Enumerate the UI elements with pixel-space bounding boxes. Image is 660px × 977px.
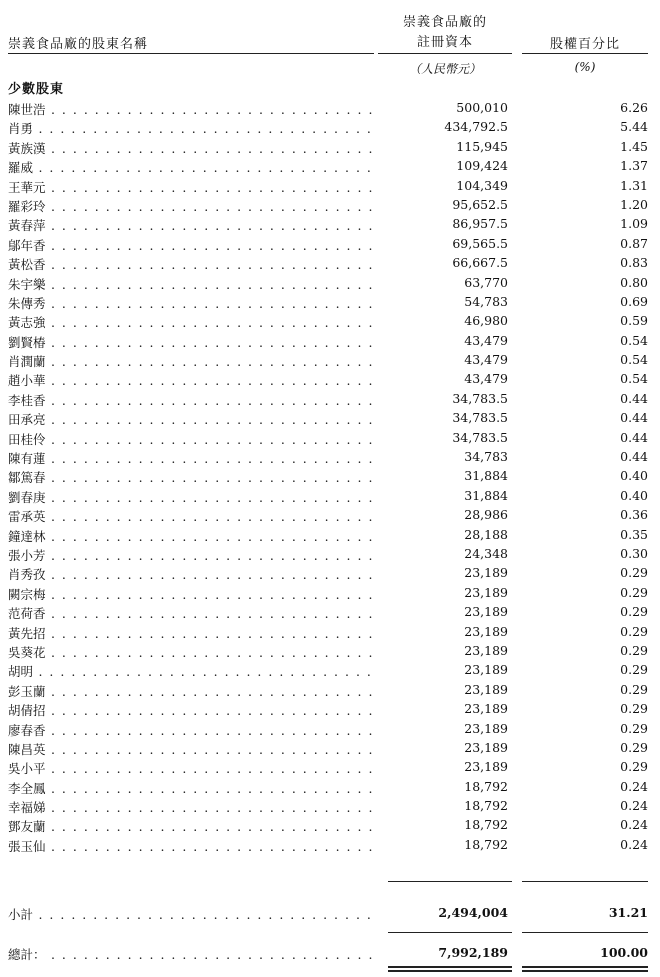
shareholder-capital: 43,479 [464, 371, 508, 387]
table-row [0, 526, 660, 545]
shareholder-name: 肖潤蘭 . . . [8, 352, 378, 370]
shareholder-pct: 0.29 [620, 720, 648, 736]
shareholder-pct: 0.83 [620, 255, 648, 271]
table-row [0, 215, 660, 234]
shareholder-capital: 23,189 [464, 565, 508, 581]
shareholder-pct: 0.24 [620, 836, 648, 852]
section-title: 少數股東 [8, 82, 65, 97]
shareholder-name: 劉賢椿 . . . [8, 333, 378, 351]
total-rule-capital-top [388, 932, 512, 933]
shareholder-capital: 63,770 [464, 274, 508, 290]
shareholder-name: 幸福娣 . . . [8, 798, 378, 816]
shareholder-capital: 18,792 [464, 817, 508, 833]
table-row [0, 661, 660, 680]
shareholder-name: 田桂伶 . . . [8, 430, 378, 448]
table-row [0, 700, 660, 719]
shareholder-name: 張小芳 . . . [8, 546, 378, 564]
subtotal-label: 小計 . . . [8, 905, 378, 923]
total-pct: 100.00 [600, 945, 648, 960]
shareholder-capital: 104,349 [456, 177, 508, 193]
shareholder-pct: 0.29 [620, 701, 648, 717]
table-row [0, 681, 660, 700]
table-row [0, 429, 660, 448]
table-row [0, 254, 660, 273]
shareholder-capital: 23,189 [464, 701, 508, 717]
capital-unit-label: （人民幣元） [408, 62, 481, 76]
shareholder-capital: 28,986 [464, 507, 508, 523]
shareholder-name: 陳有蓮 . . . [8, 449, 378, 467]
shareholder-capital: 31,884 [464, 487, 508, 503]
table-row [0, 584, 660, 603]
header-capital-line1: 崇義食品廠的 [402, 15, 487, 30]
shareholder-capital: 31,884 [464, 468, 508, 484]
table-row [0, 797, 660, 816]
shareholder-name: 羅彩玲 . . . [8, 197, 378, 215]
shareholder-pct: 0.44 [620, 410, 648, 426]
shareholder-capital: 23,189 [464, 623, 508, 639]
shareholder-name: 李全鳳 . . . [8, 779, 378, 797]
shareholder-pct: 0.54 [620, 352, 648, 368]
total-capital: 7,992,189 [438, 945, 508, 960]
total-double-rule-pct-2 [522, 970, 648, 972]
table-row [0, 642, 660, 661]
shareholder-name: 黃族漢 . . . [8, 139, 378, 157]
table-row [0, 99, 660, 118]
shareholder-pct: 0.29 [620, 759, 648, 775]
shareholder-pct: 0.80 [620, 274, 648, 290]
shareholder-capital: 86,957.5 [452, 216, 508, 232]
shareholder-capital: 24,348 [464, 545, 508, 561]
shareholder-capital: 95,652.5 [452, 196, 508, 212]
shareholder-name: 雷承英 . . . [8, 507, 378, 525]
table-row [0, 448, 660, 467]
shareholder-capital: 34,783.5 [452, 390, 508, 406]
shareholder-pct: 0.29 [620, 681, 648, 697]
shareholder-capital: 500,010 [456, 100, 508, 115]
shareholder-pct: 1.37 [620, 158, 648, 174]
shareholder-pct: 0.36 [620, 507, 648, 523]
shareholder-capital: 115,945 [456, 138, 508, 154]
shareholder-pct: 0.54 [620, 371, 648, 387]
total-double-rule-capital-1 [388, 966, 512, 968]
header-name-column: 崇義食品廠的股東名稱 [8, 37, 149, 52]
shareholder-pct: 0.29 [620, 604, 648, 620]
shareholder-name: 陳世浩 . . . [8, 100, 378, 118]
shareholder-pct: 0.30 [620, 545, 648, 561]
shareholder-capital: 23,189 [464, 604, 508, 620]
shareholder-pct: 0.29 [620, 739, 648, 755]
table-row [0, 351, 660, 370]
shareholder-pct: 0.44 [620, 390, 648, 406]
header-percentage-column: 股權百分比 [549, 37, 620, 52]
shareholder-name: 鄔年香 . . . [8, 236, 378, 254]
shareholder-pct: 0.54 [620, 332, 648, 348]
table-row [0, 293, 660, 312]
table-row [0, 506, 660, 525]
table-row [0, 816, 660, 835]
table-row [0, 836, 660, 855]
shareholder-capital: 69,565.5 [452, 235, 508, 251]
shareholder-name: 鐘達林 . . . [8, 527, 378, 545]
shareholder-pct: 5.44 [620, 119, 648, 135]
shareholder-pct: 0.40 [620, 487, 648, 503]
shareholder-capital: 43,479 [464, 352, 508, 368]
shareholder-capital: 23,189 [464, 584, 508, 600]
shareholder-name: 吳小平 . . . [8, 759, 378, 777]
shareholder-capital: 34,783 [464, 449, 508, 465]
shareholder-pct: 0.24 [620, 817, 648, 833]
table-row [0, 370, 660, 389]
shareholder-pct: 0.69 [620, 293, 648, 309]
shareholder-pct: 0.24 [620, 798, 648, 814]
subtotal-rule-capital [388, 881, 512, 882]
shareholder-capital: 18,792 [464, 798, 508, 814]
table-row [0, 138, 660, 157]
subtotal-row [0, 905, 660, 925]
table-row [0, 157, 660, 176]
subtotal-capital: 2,494,004 [438, 905, 508, 920]
shareholder-name: 黃先招 . . . [8, 624, 378, 642]
shareholder-name: 張玉仙 . . . [8, 837, 378, 855]
shareholder-pct: 0.44 [620, 449, 648, 465]
total-rule-pct-top [522, 932, 648, 933]
shareholder-capital: 434,792.5 [444, 119, 508, 135]
table-row [0, 545, 660, 564]
shareholder-name: 朱宇樂 . . . [8, 275, 378, 293]
shareholder-name: 吳葵花 . . . [8, 643, 378, 661]
shareholder-pct: 0.29 [620, 662, 648, 678]
table-row [0, 274, 660, 293]
shareholder-name: 王華元 . . . [8, 178, 378, 196]
shareholder-pct: 0.59 [620, 313, 648, 329]
shareholder-pct: 0.40 [620, 468, 648, 484]
shareholder-name: 田承亮 . . . [8, 410, 378, 428]
shareholder-capital: 34,783.5 [452, 410, 508, 426]
total-row [0, 945, 660, 965]
shareholder-pct: 0.29 [620, 642, 648, 658]
shareholder-pct: 0.29 [620, 565, 648, 581]
shareholder-name: 廖春香 . . . [8, 721, 378, 739]
subtotal-pct: 31.21 [608, 905, 648, 920]
shareholder-name: 鄧友蘭 . . . [8, 817, 378, 835]
table-row [0, 467, 660, 486]
total-double-rule-capital-2 [388, 970, 512, 972]
shareholder-name: 胡明 . . . [8, 662, 378, 680]
table-row [0, 603, 660, 622]
shareholder-name: 劉春庚 . . . [8, 488, 378, 506]
shareholder-pct: 0.87 [620, 235, 648, 251]
shareholder-pct: 1.31 [620, 177, 648, 193]
table-row [0, 390, 660, 409]
shareholder-capital: 66,667.5 [452, 255, 508, 271]
shareholder-capital: 23,189 [464, 720, 508, 736]
shareholder-name: 肖秀孜 . . . [8, 565, 378, 583]
table-row [0, 758, 660, 777]
header-capital-column [378, 13, 512, 53]
shareholder-pct: 6.26 [620, 100, 648, 115]
table-row [0, 332, 660, 351]
shareholder-name: 李桂香 . . . [8, 391, 378, 409]
shareholder-name: 彭玉蘭 . . . [8, 682, 378, 700]
shareholder-pct: 0.35 [620, 526, 648, 542]
header-underline-pct [522, 53, 648, 54]
shareholder-name: 黃志強 . . . [8, 313, 378, 331]
table-row [0, 778, 660, 797]
shareholder-name: 鄒篤春 . . . [8, 468, 378, 486]
shareholder-capital: 23,189 [464, 681, 508, 697]
shareholder-pct: 0.24 [620, 778, 648, 794]
table-row [0, 720, 660, 739]
shareholder-pct: 1.20 [620, 196, 648, 212]
shareholder-pct: 0.44 [620, 429, 648, 445]
percentage-unit-label: (%) [574, 60, 596, 74]
shareholder-name: 陳昌英 . . . [8, 740, 378, 758]
table-row [0, 487, 660, 506]
shareholder-name: 肖勇 . . . [8, 119, 378, 137]
table-row [0, 623, 660, 642]
shareholder-capital: 54,783 [464, 293, 508, 309]
shareholder-capital: 43,479 [464, 332, 508, 348]
shareholder-capital: 109,424 [456, 158, 508, 174]
shareholder-capital: 18,792 [464, 836, 508, 852]
shareholder-pct: 0.29 [620, 584, 648, 600]
shareholder-rows [0, 99, 660, 855]
header-underline-name [8, 53, 374, 54]
table-row [0, 409, 660, 428]
shareholder-capital: 23,189 [464, 739, 508, 755]
shareholder-capital: 46,980 [464, 313, 508, 329]
shareholder-capital: 28,188 [464, 526, 508, 542]
shareholder-pct: 1.45 [620, 138, 648, 154]
header-underline-capital [378, 53, 512, 54]
table-row [0, 235, 660, 254]
shareholder-pct: 1.09 [620, 216, 648, 232]
shareholder-name: 闕宗梅 . . . [8, 585, 378, 603]
shareholder-name: 黃春萍 . . . [8, 216, 378, 234]
shareholder-name: 范荷香 . . . [8, 604, 378, 622]
shareholder-name: 黃松香 . . . [8, 255, 378, 273]
table-row [0, 564, 660, 583]
table-row [0, 177, 660, 196]
total-label: 總計： . . . [8, 945, 378, 963]
shareholder-capital: 18,792 [464, 778, 508, 794]
shareholder-pct: 0.29 [620, 623, 648, 639]
table-row [0, 312, 660, 331]
shareholder-name: 趙小華 . . . [8, 371, 378, 389]
shareholder-capital: 23,189 [464, 662, 508, 678]
table-row [0, 118, 660, 137]
shareholder-capital: 23,189 [464, 642, 508, 658]
shareholder-name: 朱傳秀 . . . [8, 294, 378, 312]
header-capital-line2: 註冊資本 [416, 35, 473, 50]
shareholder-name: 羅威 . . . [8, 158, 378, 176]
shareholder-capital: 23,189 [464, 759, 508, 775]
shareholder-name: 胡倩招 . . . [8, 701, 378, 719]
shareholder-capital: 34,783.5 [452, 429, 508, 445]
total-double-rule-pct-1 [522, 966, 648, 968]
table-row [0, 196, 660, 215]
subtotal-rule-pct [522, 881, 648, 882]
table-row [0, 739, 660, 758]
